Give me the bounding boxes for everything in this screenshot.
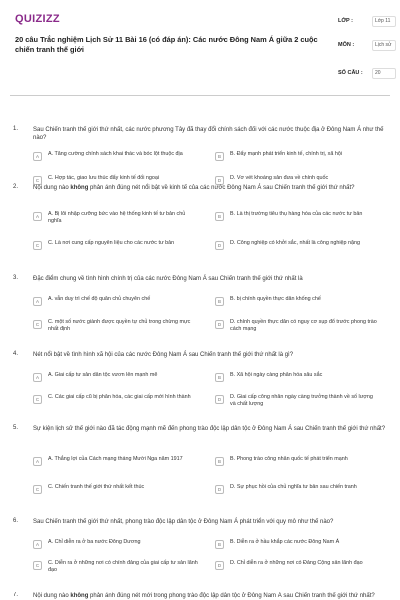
question-number: 2. (13, 184, 19, 190)
question-text-bold: không (70, 593, 89, 599)
meta-count-label: SỐ CÂU : (338, 70, 363, 76)
option-d[interactable] (215, 318, 383, 336)
option-a[interactable] (33, 371, 201, 389)
question-text: Sau Chiến tranh thế giới thứ nhất, các nước phương Tây đã thay đổi chính sách đối với các nước thuộc địa ở Đông Nam Á như thế nào? (33, 127, 384, 141)
option-b[interactable] (215, 150, 383, 168)
option-text: B. Phong trào công nhân quốc tế phát triển mạnh (230, 456, 348, 462)
option-letter: D (215, 241, 224, 250)
option-text: D. chính quyền thực dân có nguy cơ sụp đổ trước phong trào cách mạng (230, 319, 377, 332)
question-text (33, 184, 388, 192)
question-text-bold: không (70, 185, 89, 191)
option-d[interactable] (215, 393, 383, 411)
option-text: D. Sự phục hồi của chủ nghĩa tư bản sau chiến tranh (230, 484, 357, 490)
option-text: A. Tăng cường chính sách khai thác và bóc lột thuộc địa (48, 151, 183, 157)
worksheet-header (10, 8, 390, 92)
option-letter: A (33, 373, 42, 382)
option-text: B. Đẩy mạnh phát triển kinh tế, chính trị, xã hội (230, 151, 343, 157)
option-letter: D (215, 561, 224, 570)
option-text: C. một số nước giành được quyền tự chủ trong chừng mực nhất định (48, 319, 191, 332)
option-text: C. Là nơi cung cấp nguyên liệu cho các nước tư bản (48, 240, 175, 246)
meta-subject-value: Lịch sử (372, 40, 396, 51)
option-d[interactable] (215, 483, 383, 501)
option-text: B. bị chính quyền thực dân khống chế (230, 296, 321, 302)
option-b[interactable] (215, 538, 383, 556)
question-text-post: phản ánh đúng nét nổi bật về kinh tế của các nước Đông Nam Á sau Chiến tranh thế giới thứ nhất? (88, 185, 355, 191)
option-b[interactable] (215, 295, 383, 313)
option-c[interactable] (33, 559, 201, 577)
option-letter: B (215, 373, 224, 382)
option-text: D. Vơ vét khoáng sản đưa về chính quốc (230, 175, 329, 181)
option-letter: A (33, 297, 42, 306)
option-letter: A (33, 152, 42, 161)
option-text: C. Diễn ra ở những nơi có chính đảng của giai cấp tư sản lãnh đạo (48, 560, 198, 573)
option-b[interactable] (215, 371, 383, 389)
question-text-pre: Nội dung nào (33, 185, 71, 191)
option-letter: B (215, 212, 224, 221)
option-text: D. Công nghiệp có khởi sắc, nhất là công nghiệp nặng (230, 240, 361, 246)
question-number: 6. (13, 518, 19, 524)
option-text: D. Chỉ diễn ra ở những nơi có Đảng Cộng sản lãnh đạo (230, 560, 363, 566)
option-text: C. Hợp tác, giao lưu thúc đẩy kinh tế đối ngoại (48, 175, 160, 181)
option-letter: D (215, 395, 224, 404)
option-d[interactable] (215, 559, 383, 577)
worksheet-title: 20 câu Trắc nghiệm Lịch Sử 11 Bài 16 (có đáp án): Các nước Đông Nam Á giữa 2 cuộc chiến tranh thế giới (15, 35, 318, 54)
option-letter: B (215, 540, 224, 549)
option-d[interactable] (215, 239, 383, 257)
option-letter: B (215, 457, 224, 466)
option-letter: D (215, 176, 224, 185)
question-text-pre: Nội dung nào (33, 593, 71, 599)
option-a[interactable] (33, 150, 201, 168)
option-c[interactable] (33, 318, 201, 336)
option-letter: C (33, 176, 42, 185)
meta-info (338, 10, 390, 90)
option-letter: A (33, 212, 42, 221)
question-text (33, 592, 388, 600)
question-7 (10, 592, 390, 600)
question-number: 7. (13, 592, 19, 598)
option-letter: B (215, 152, 224, 161)
question-text: Sự kiện lịch sử thế giới nào đã tác động mạnh mẽ đến phong trào độc lập dân tộc ở Đông Nam Á sau Chiến tranh thế giới thứ nhất? (33, 426, 386, 432)
question-text-post: phản ánh đúng nét mới trong phong trào độc lập dân tộc ở Đông Nam Á sau Chiến tranh thế giới thứ nhất? (88, 593, 375, 599)
option-letter: C (33, 241, 42, 250)
option-letter: A (33, 457, 42, 466)
option-letter: D (215, 485, 224, 494)
option-a[interactable] (33, 538, 201, 556)
meta-count-value: 20 (372, 68, 396, 79)
option-text: B. Diễn ra ở hầu khắp các nước Đông Nam Á (230, 539, 340, 545)
option-text: A. Thắng lợi của Cách mạng tháng Mười Nga năm 1917 (48, 456, 183, 462)
option-text: C. Các giai cấp cũ bị phân hóa, các giai cấp mới hình thành (48, 394, 191, 400)
quizizz-logo: QUIZIZZ (15, 13, 60, 25)
meta-class-value: Lớp 11 (372, 16, 396, 27)
option-c[interactable] (33, 393, 201, 411)
question-number: 5. (13, 425, 19, 431)
option-letter: A (33, 540, 42, 549)
option-b[interactable] (215, 455, 383, 473)
option-letter: C (33, 395, 42, 404)
option-letter: D (215, 320, 224, 329)
option-letter: C (33, 561, 42, 570)
option-c[interactable] (33, 239, 201, 257)
option-text: A. Chỉ diễn ra ở ba nước Đông Dương (48, 539, 141, 545)
option-c[interactable] (33, 483, 201, 501)
option-text: D. Giai cấp công nhân ngày càng trưởng thành về số lượng và chất lượng (230, 394, 373, 407)
option-letter: C (33, 320, 42, 329)
option-a[interactable] (33, 210, 201, 228)
header-divider (10, 95, 390, 96)
option-text: C. Chiến tranh thế giới thứ nhất kết thúc (48, 484, 145, 490)
option-b[interactable] (215, 210, 383, 228)
question-text: Nét nổi bật về tình hình xã hội của các nước Đông Nam Á sau Chiến tranh thế giới thứ nhất là gì? (33, 352, 294, 358)
question-text: Đặc điểm chung về tình hình chính trị của các nước Đông Nam Á sau Chiến tranh thế giới thứ nhất là (33, 276, 303, 282)
question-number: 4. (13, 351, 19, 357)
option-letter: B (215, 297, 224, 306)
option-text: B. Xã hội ngày càng phân hóa sâu sắc (230, 372, 323, 378)
option-a[interactable] (33, 295, 201, 313)
option-a[interactable] (33, 455, 201, 473)
option-letter: C (33, 485, 42, 494)
meta-class-label: LỚP : (338, 18, 353, 24)
option-text: A. vẫn duy trì chế độ quân chủ chuyên chế (48, 296, 151, 302)
option-text: A. Giai cấp tư sản dân tộc vươn lên mạnh mẽ (48, 372, 158, 378)
option-text: A. Bị lôi nhập cưỡng bức vào hệ thống kinh tế tư bản chủ nghĩa (48, 211, 186, 224)
question-number: 3. (13, 275, 19, 281)
question-number: 1. (13, 126, 19, 132)
meta-subject-label: MÔN : (338, 42, 355, 48)
option-text: B. Là thị trường tiêu thụ hàng hóa của các nước tư bản (230, 211, 363, 217)
question-text: Sau Chiến tranh thế giới thứ nhất, phong trào độc lập dân tộc ở Đông Nam Á phát triển với quy mô như thế nào? (33, 519, 334, 525)
